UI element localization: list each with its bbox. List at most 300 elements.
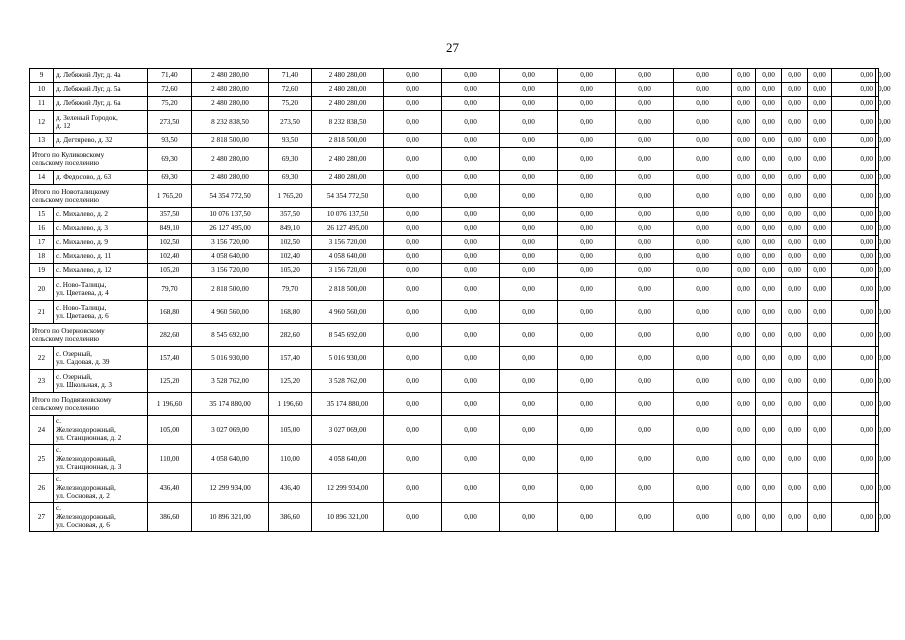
value-cell: 10 076 137,50 xyxy=(192,208,269,222)
value-cell: 436,40 xyxy=(269,474,312,503)
zero-cell: 0,00 xyxy=(616,250,674,264)
value-cell: 3 156 720,00 xyxy=(192,236,269,250)
subtotal-row xyxy=(30,185,879,208)
zero-cell: 0,00 xyxy=(674,208,732,222)
data-table xyxy=(29,68,891,532)
address-cell xyxy=(54,301,148,324)
table-row xyxy=(30,134,879,148)
value-cell: 5 016 930,00 xyxy=(192,347,269,370)
zero-cell: 0,00 xyxy=(616,416,674,445)
zero-cell: 0,00 xyxy=(782,208,808,222)
value-cell: 2 480 280,00 xyxy=(192,83,269,97)
value-cell: 10 076 137,50 xyxy=(312,208,384,222)
table-row xyxy=(30,503,879,532)
zero-cell: 0,00 xyxy=(384,393,442,416)
zero-cell: 0,00 xyxy=(808,416,832,445)
zero-cell: 0,00 xyxy=(500,236,558,250)
zero-cell: 0,00 xyxy=(442,134,500,148)
zero-cell: 0,00 xyxy=(808,393,832,416)
address-line: с. xyxy=(56,504,61,513)
zero-cell: 0,00 xyxy=(876,416,879,445)
zero-cell: 0,00 xyxy=(442,69,500,83)
value-cell: 125,20 xyxy=(148,370,192,393)
zero-cell: 0,00 xyxy=(876,445,879,474)
value-cell: 110,00 xyxy=(148,445,192,474)
zero-cell: 0,00 xyxy=(876,69,879,83)
zero-cell: 0,00 xyxy=(832,445,876,474)
zero-cell: 0,00 xyxy=(876,148,879,171)
address-cell xyxy=(54,171,148,185)
zero-cell: 0,00 xyxy=(782,111,808,134)
zero-cell: 0,00 xyxy=(732,347,756,370)
zero-cell: 0,00 xyxy=(558,171,616,185)
value-cell: 282,60 xyxy=(269,324,312,347)
zero-cell: 0,00 xyxy=(732,236,756,250)
zero-cell: 0,00 xyxy=(558,347,616,370)
zero-cell: 0,00 xyxy=(558,111,616,134)
zero-cell: 0,00 xyxy=(756,185,782,208)
zero-cell: 0,00 xyxy=(674,148,732,171)
value-cell: 102,40 xyxy=(148,250,192,264)
address-line: ул. Станционная, д. 3 xyxy=(56,463,122,472)
address-line: д. Лебяжий Луг, д. 5а xyxy=(56,85,121,94)
value-cell: 273,50 xyxy=(269,111,312,134)
value-cell: 35 174 880,00 xyxy=(312,393,384,416)
zero-cell: 0,00 xyxy=(808,148,832,171)
value-cell: 4 960 560,00 xyxy=(192,301,269,324)
zero-cell: 0,00 xyxy=(756,324,782,347)
address-cell xyxy=(54,416,148,445)
zero-cell: 0,00 xyxy=(782,347,808,370)
zero-cell: 0,00 xyxy=(756,301,782,324)
zero-cell: 0,00 xyxy=(832,393,876,416)
zero-cell: 0,00 xyxy=(876,264,879,278)
zero-cell: 0,00 xyxy=(756,264,782,278)
value-cell: 71,40 xyxy=(148,69,192,83)
address-line: с. xyxy=(56,446,61,455)
value-cell: 1 196,60 xyxy=(269,393,312,416)
zero-cell: 0,00 xyxy=(384,222,442,236)
address-line: ул. Сосновая, д. 2 xyxy=(56,492,110,501)
value-cell: 849,10 xyxy=(148,222,192,236)
zero-cell: 0,00 xyxy=(832,111,876,134)
row-number: 12 xyxy=(30,111,54,134)
zero-cell: 0,00 xyxy=(500,503,558,532)
value-cell: 2 818 500,00 xyxy=(312,278,384,301)
address-cell xyxy=(54,264,148,278)
value-cell: 125,20 xyxy=(269,370,312,393)
zero-cell: 0,00 xyxy=(384,503,442,532)
row-number: 17 xyxy=(30,236,54,250)
value-cell: 12 299 934,00 xyxy=(312,474,384,503)
zero-cell: 0,00 xyxy=(732,324,756,347)
zero-cell: 0,00 xyxy=(674,134,732,148)
table-row xyxy=(30,445,879,474)
table-row xyxy=(30,111,879,134)
zero-cell: 0,00 xyxy=(732,264,756,278)
value-cell: 2 480 280,00 xyxy=(312,148,384,171)
zero-cell: 0,00 xyxy=(616,171,674,185)
address-cell xyxy=(54,278,148,301)
row-number: 24 xyxy=(30,416,54,445)
address-cell xyxy=(54,69,148,83)
zero-cell: 0,00 xyxy=(442,171,500,185)
zero-cell: 0,00 xyxy=(782,503,808,532)
zero-cell: 0,00 xyxy=(558,69,616,83)
zero-cell: 0,00 xyxy=(384,83,442,97)
zero-cell: 0,00 xyxy=(558,97,616,111)
table-row xyxy=(30,83,879,97)
address-cell xyxy=(54,370,148,393)
zero-cell: 0,00 xyxy=(832,250,876,264)
value-cell: 10 896 321,00 xyxy=(192,503,269,532)
zero-cell: 0,00 xyxy=(756,111,782,134)
zero-cell: 0,00 xyxy=(558,278,616,301)
value-cell: 54 354 772,50 xyxy=(312,185,384,208)
zero-cell: 0,00 xyxy=(808,185,832,208)
address-cell xyxy=(54,97,148,111)
address-line: Железнодорожный, xyxy=(56,454,116,463)
zero-cell: 0,00 xyxy=(732,301,756,324)
zero-cell: 0,00 xyxy=(808,171,832,185)
value-cell: 168,80 xyxy=(148,301,192,324)
zero-cell: 0,00 xyxy=(756,278,782,301)
zero-cell: 0,00 xyxy=(832,370,876,393)
zero-cell: 0,00 xyxy=(384,171,442,185)
value-cell: 69,30 xyxy=(148,171,192,185)
value-cell: 1 765,20 xyxy=(269,185,312,208)
zero-cell: 0,00 xyxy=(674,83,732,97)
zero-cell: 0,00 xyxy=(500,301,558,324)
value-cell: 75,20 xyxy=(269,97,312,111)
zero-cell: 0,00 xyxy=(558,250,616,264)
zero-cell: 0,00 xyxy=(674,474,732,503)
zero-cell: 0,00 xyxy=(442,347,500,370)
zero-cell: 0,00 xyxy=(876,111,879,134)
row-number: 23 xyxy=(30,370,54,393)
zero-cell: 0,00 xyxy=(782,301,808,324)
address-cell xyxy=(54,474,148,503)
value-cell: 386,60 xyxy=(269,503,312,532)
zero-cell: 0,00 xyxy=(384,370,442,393)
zero-cell: 0,00 xyxy=(500,264,558,278)
value-cell: 3 156 720,00 xyxy=(192,264,269,278)
zero-cell: 0,00 xyxy=(808,208,832,222)
zero-cell: 0,00 xyxy=(558,83,616,97)
zero-cell: 0,00 xyxy=(616,69,674,83)
zero-cell: 0,00 xyxy=(782,69,808,83)
address-cell xyxy=(30,148,148,171)
zero-cell: 0,00 xyxy=(500,250,558,264)
zero-cell: 0,00 xyxy=(558,301,616,324)
zero-cell: 0,00 xyxy=(442,208,500,222)
zero-cell: 0,00 xyxy=(442,324,500,347)
value-cell: 157,40 xyxy=(148,347,192,370)
table-row xyxy=(30,416,879,445)
zero-cell: 0,00 xyxy=(500,416,558,445)
value-cell: 386,60 xyxy=(148,503,192,532)
zero-cell: 0,00 xyxy=(808,250,832,264)
zero-cell: 0,00 xyxy=(876,83,879,97)
zero-cell: 0,00 xyxy=(756,393,782,416)
row-number: 21 xyxy=(30,301,54,324)
zero-cell: 0,00 xyxy=(732,250,756,264)
zero-cell: 0,00 xyxy=(616,83,674,97)
zero-cell: 0,00 xyxy=(782,83,808,97)
zero-cell: 0,00 xyxy=(756,474,782,503)
zero-cell: 0,00 xyxy=(384,97,442,111)
zero-cell: 0,00 xyxy=(756,208,782,222)
value-cell: 2 818 500,00 xyxy=(312,134,384,148)
value-cell: 35 174 880,00 xyxy=(192,393,269,416)
zero-cell: 0,00 xyxy=(832,208,876,222)
zero-cell: 0,00 xyxy=(732,148,756,171)
value-cell: 2 480 280,00 xyxy=(312,97,384,111)
address-line: ул. Цветаева, д. 4 xyxy=(56,289,109,297)
zero-cell: 0,00 xyxy=(782,97,808,111)
zero-cell: 0,00 xyxy=(782,148,808,171)
value-cell: 2 480 280,00 xyxy=(192,171,269,185)
zero-cell: 0,00 xyxy=(732,208,756,222)
zero-cell: 0,00 xyxy=(782,278,808,301)
value-cell: 102,50 xyxy=(148,236,192,250)
value-cell: 1 196,60 xyxy=(148,393,192,416)
zero-cell: 0,00 xyxy=(832,347,876,370)
zero-cell: 0,00 xyxy=(782,393,808,416)
zero-cell: 0,00 xyxy=(442,111,500,134)
zero-cell: 0,00 xyxy=(442,236,500,250)
address-line: с. xyxy=(56,417,61,426)
zero-cell: 0,00 xyxy=(616,264,674,278)
zero-cell: 0,00 xyxy=(616,347,674,370)
zero-cell: 0,00 xyxy=(616,474,674,503)
zero-cell: 0,00 xyxy=(876,222,879,236)
zero-cell: 0,00 xyxy=(808,324,832,347)
address-line: с. Ново-Талицы, xyxy=(56,303,107,312)
value-cell: 105,00 xyxy=(269,416,312,445)
address-line: с. Михалево, д. 3 xyxy=(56,224,108,233)
zero-cell: 0,00 xyxy=(500,278,558,301)
zero-cell: 0,00 xyxy=(384,111,442,134)
zero-cell: 0,00 xyxy=(442,474,500,503)
value-cell: 4 058 640,00 xyxy=(312,445,384,474)
zero-cell: 0,00 xyxy=(442,301,500,324)
address-cell xyxy=(54,222,148,236)
address-cell xyxy=(54,503,148,532)
address-line: с. xyxy=(56,475,61,484)
zero-cell: 0,00 xyxy=(500,324,558,347)
value-cell: 4 058 640,00 xyxy=(192,445,269,474)
zero-cell: 0,00 xyxy=(832,416,876,445)
zero-cell: 0,00 xyxy=(876,208,879,222)
value-cell: 436,40 xyxy=(148,474,192,503)
zero-cell: 0,00 xyxy=(558,264,616,278)
table-row xyxy=(30,208,879,222)
value-cell: 273,50 xyxy=(148,111,192,134)
zero-cell: 0,00 xyxy=(808,222,832,236)
address-line: с. Михалево, д. 9 xyxy=(56,238,108,247)
zero-cell: 0,00 xyxy=(876,324,879,347)
address-line: сельскому поселению xyxy=(32,159,99,167)
zero-cell: 0,00 xyxy=(782,264,808,278)
zero-cell: 0,00 xyxy=(808,301,832,324)
row-number: 20 xyxy=(30,278,54,301)
address-cell xyxy=(54,83,148,97)
zero-cell: 0,00 xyxy=(808,111,832,134)
zero-cell: 0,00 xyxy=(616,324,674,347)
zero-cell: 0,00 xyxy=(384,134,442,148)
zero-cell: 0,00 xyxy=(558,148,616,171)
zero-cell: 0,00 xyxy=(756,445,782,474)
row-number: 11 xyxy=(30,97,54,111)
address-line: Итого по Озерновскому xyxy=(32,326,105,335)
address-line: Железнодорожный, xyxy=(56,483,116,492)
zero-cell: 0,00 xyxy=(558,445,616,474)
zero-cell: 0,00 xyxy=(558,503,616,532)
zero-cell: 0,00 xyxy=(616,445,674,474)
value-cell: 69,30 xyxy=(269,148,312,171)
zero-cell: 0,00 xyxy=(674,347,732,370)
address-cell xyxy=(30,324,148,347)
address-line: ул. Сосновая, д. 6 xyxy=(56,521,110,530)
zero-cell: 0,00 xyxy=(876,370,879,393)
zero-cell: 0,00 xyxy=(832,185,876,208)
zero-cell: 0,00 xyxy=(876,185,879,208)
address-line: ул. Школьная, д. 3 xyxy=(56,381,112,389)
zero-cell: 0,00 xyxy=(616,503,674,532)
zero-cell: 0,00 xyxy=(616,111,674,134)
zero-cell: 0,00 xyxy=(442,370,500,393)
zero-cell: 0,00 xyxy=(500,222,558,236)
zero-cell: 0,00 xyxy=(558,185,616,208)
zero-cell: 0,00 xyxy=(500,83,558,97)
value-cell: 2 818 500,00 xyxy=(192,134,269,148)
address-line: с. Михалево, д. 2 xyxy=(56,210,108,219)
table-row xyxy=(30,474,879,503)
value-cell: 2 480 280,00 xyxy=(192,69,269,83)
zero-cell: 0,00 xyxy=(756,236,782,250)
table-row xyxy=(30,264,879,278)
value-cell: 357,50 xyxy=(148,208,192,222)
zero-cell: 0,00 xyxy=(384,416,442,445)
zero-cell: 0,00 xyxy=(756,370,782,393)
address-line: ул. Садовая, д. 39 xyxy=(56,358,110,366)
zero-cell: 0,00 xyxy=(558,370,616,393)
zero-cell: 0,00 xyxy=(384,264,442,278)
page-number: 27 xyxy=(446,40,459,55)
value-cell: 105,00 xyxy=(148,416,192,445)
value-cell: 71,40 xyxy=(269,69,312,83)
table-row xyxy=(30,278,879,301)
zero-cell: 0,00 xyxy=(876,134,879,148)
address-line: д. Лебяжий Луг, д. 6а xyxy=(56,99,121,108)
value-cell: 102,40 xyxy=(269,250,312,264)
zero-cell: 0,00 xyxy=(732,474,756,503)
address-line: сельскому поселению xyxy=(32,404,99,412)
value-cell: 93,50 xyxy=(148,134,192,148)
table-row xyxy=(30,222,879,236)
zero-cell: 0,00 xyxy=(756,347,782,370)
row-number: 18 xyxy=(30,250,54,264)
value-cell: 1 765,20 xyxy=(148,185,192,208)
zero-cell: 0,00 xyxy=(732,445,756,474)
zero-cell: 0,00 xyxy=(832,301,876,324)
zero-cell: 0,00 xyxy=(782,250,808,264)
zero-cell: 0,00 xyxy=(808,445,832,474)
zero-cell: 0,00 xyxy=(732,416,756,445)
zero-cell: 0,00 xyxy=(674,393,732,416)
zero-cell: 0,00 xyxy=(674,264,732,278)
zero-cell: 0,00 xyxy=(384,347,442,370)
value-cell: 93,50 xyxy=(269,134,312,148)
row-number: 26 xyxy=(30,474,54,503)
value-cell: 110,00 xyxy=(269,445,312,474)
value-cell: 26 127 495,00 xyxy=(192,222,269,236)
value-cell: 54 354 772,50 xyxy=(192,185,269,208)
row-number: 16 xyxy=(30,222,54,236)
zero-cell: 0,00 xyxy=(732,222,756,236)
address-line: с. Михалево, д. 11 xyxy=(56,252,112,261)
zero-cell: 0,00 xyxy=(808,83,832,97)
zero-cell: 0,00 xyxy=(832,474,876,503)
table-row xyxy=(30,370,879,393)
address-line: ул. Станционная, д. 2 xyxy=(56,434,122,443)
row-number: 27 xyxy=(30,503,54,532)
zero-cell: 0,00 xyxy=(732,69,756,83)
zero-cell: 0,00 xyxy=(832,83,876,97)
zero-cell: 0,00 xyxy=(442,250,500,264)
value-cell: 75,20 xyxy=(148,97,192,111)
value-cell: 12 299 934,00 xyxy=(192,474,269,503)
zero-cell: 0,00 xyxy=(442,83,500,97)
address-line: Итого по Куликовскому xyxy=(32,150,105,159)
value-cell: 2 480 280,00 xyxy=(312,171,384,185)
zero-cell: 0,00 xyxy=(442,445,500,474)
zero-cell: 0,00 xyxy=(732,393,756,416)
zero-cell: 0,00 xyxy=(500,208,558,222)
zero-cell: 0,00 xyxy=(674,503,732,532)
zero-cell: 0,00 xyxy=(500,134,558,148)
zero-cell: 0,00 xyxy=(756,250,782,264)
zero-cell: 0,00 xyxy=(832,324,876,347)
address-line: д. Дегтярево, д. 32 xyxy=(56,136,113,145)
zero-cell: 0,00 xyxy=(782,445,808,474)
address-cell xyxy=(54,445,148,474)
zero-cell: 0,00 xyxy=(808,503,832,532)
zero-cell: 0,00 xyxy=(558,222,616,236)
zero-cell: 0,00 xyxy=(832,264,876,278)
zero-cell: 0,00 xyxy=(674,278,732,301)
zero-cell: 0,00 xyxy=(876,393,879,416)
table-row xyxy=(30,69,879,83)
zero-cell: 0,00 xyxy=(832,69,876,83)
zero-cell: 0,00 xyxy=(674,171,732,185)
zero-cell: 0,00 xyxy=(384,148,442,171)
value-cell: 8 545 692,00 xyxy=(312,324,384,347)
zero-cell: 0,00 xyxy=(384,236,442,250)
zero-cell: 0,00 xyxy=(876,301,879,324)
zero-cell: 0,00 xyxy=(876,250,879,264)
table-row xyxy=(30,301,879,324)
zero-cell: 0,00 xyxy=(500,69,558,83)
zero-cell: 0,00 xyxy=(616,393,674,416)
zero-cell: 0,00 xyxy=(782,324,808,347)
zero-cell: 0,00 xyxy=(732,503,756,532)
zero-cell: 0,00 xyxy=(616,208,674,222)
zero-cell: 0,00 xyxy=(500,171,558,185)
zero-cell: 0,00 xyxy=(558,474,616,503)
address-line: с. Ново-Талицы, xyxy=(56,280,107,289)
